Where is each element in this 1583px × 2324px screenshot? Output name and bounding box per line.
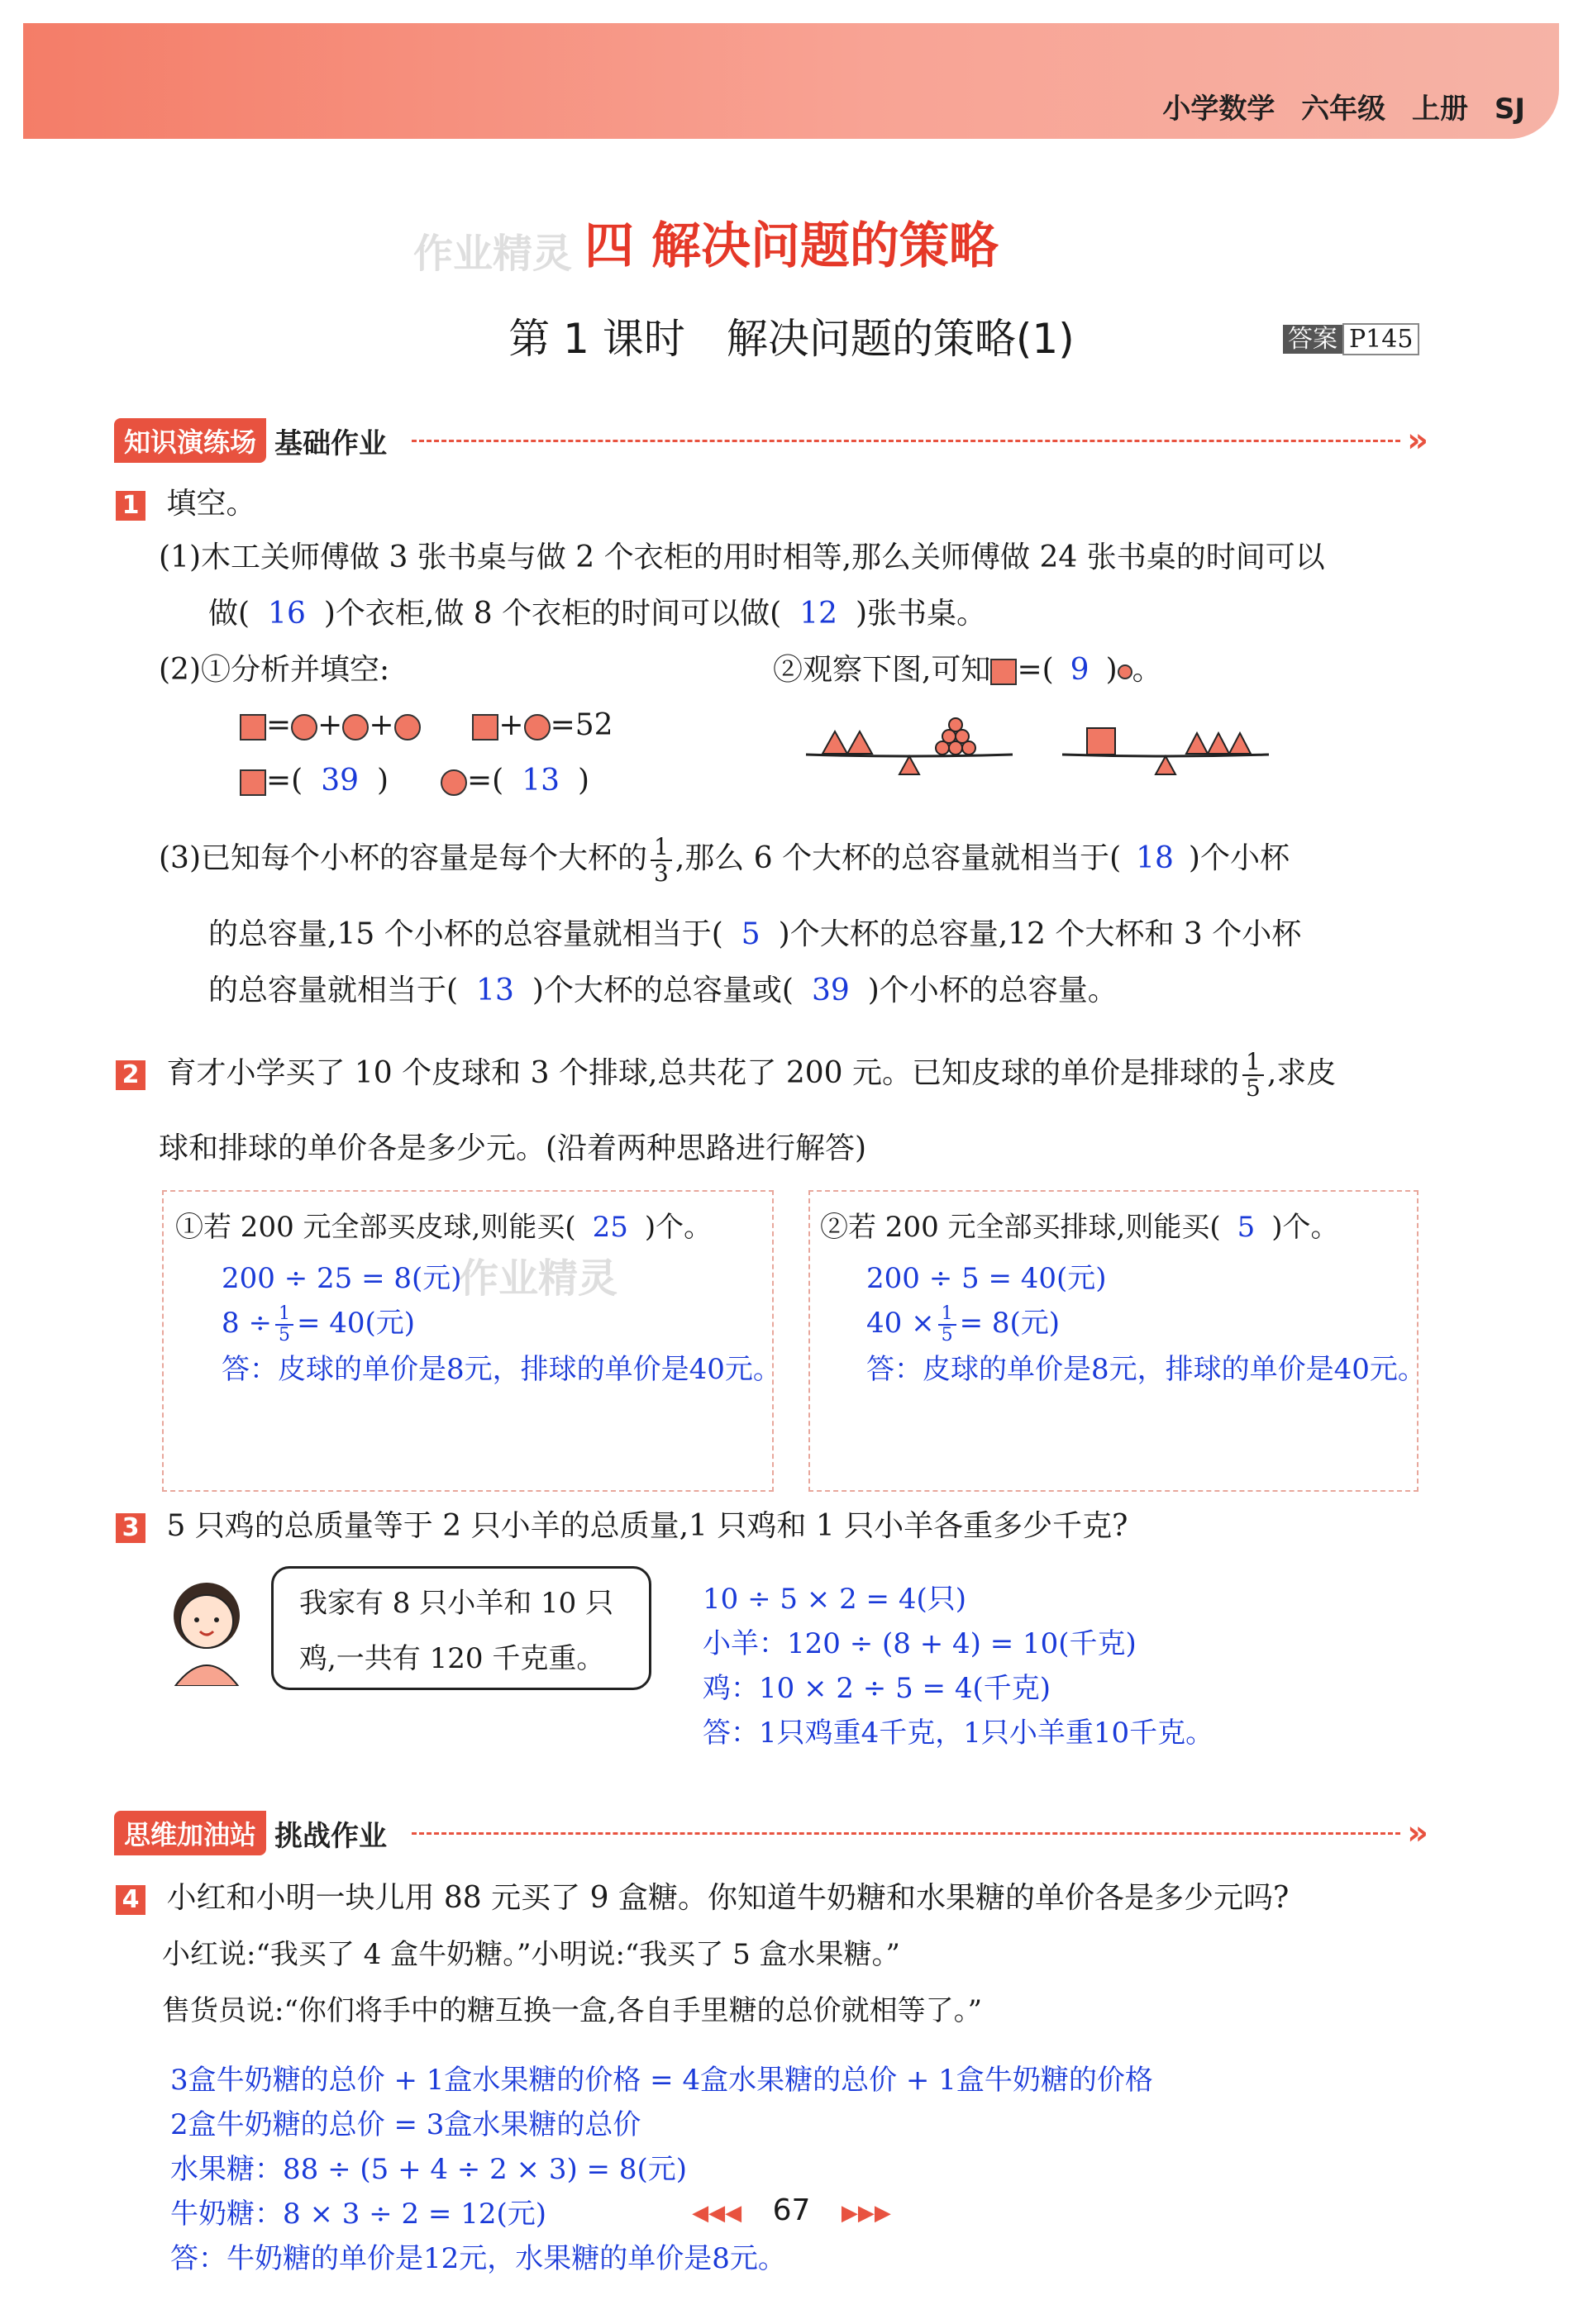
text: 8 ÷ <box>222 1307 272 1340</box>
solution-line: 2盒牛奶糖的总价 = 3盒水果糖的总价 <box>170 2108 641 2141</box>
box-left-solution-1: 200 ÷ 25 = 8(元) <box>222 1262 462 1295</box>
question-2-line1 <box>116 1050 1336 1101</box>
section-divider <box>412 440 1400 442</box>
text: ②若 200 元全部买排球,则能买( <box>820 1211 1221 1244</box>
square-symbol-icon <box>990 659 1017 685</box>
balance-scale-2 <box>1062 728 1269 774</box>
text: =( <box>266 764 303 798</box>
watermark-mid: 作业精灵 <box>459 1255 618 1302</box>
q1-part3-line1 <box>159 835 1290 886</box>
right-arrows-icon: ▶▶▶ <box>841 2201 891 2226</box>
box-right-prompt <box>820 1207 1339 1248</box>
text: + <box>369 708 394 742</box>
speech-bubble-line-2: 鸡,一共有 120 千克重。 <box>299 1642 605 1675</box>
left-arrows-icon: ◀◀◀ <box>692 2201 742 2226</box>
text: 做( <box>208 597 250 631</box>
section-badge: 思维加油站 <box>114 1811 266 1855</box>
text: =( <box>1017 653 1054 687</box>
section-divider <box>412 1832 1400 1835</box>
fraction <box>938 1304 956 1345</box>
circle-symbol-icon <box>441 769 467 796</box>
square-symbol-icon <box>472 714 498 741</box>
section-subtitle: 基础作业 <box>274 426 388 460</box>
box-right-solution-2 <box>866 1302 1060 1345</box>
balance-scale-1 <box>806 718 1013 774</box>
answer-blank: 39 <box>811 974 850 1007</box>
solution-line: 牛奶糖：8 × 3 ÷ 2 = 12(元) <box>170 2198 546 2231</box>
q3-solution <box>703 1577 1213 1755</box>
text: = 40(元) <box>296 1307 416 1340</box>
lesson-title: 第 1 课时 解决问题的策略(1) <box>508 315 1075 363</box>
q1-part2-label: (2)①分析并填空: <box>159 653 390 687</box>
q1-part2-right <box>773 650 1162 691</box>
section-header-basic <box>114 417 1428 464</box>
text: ) <box>377 764 389 798</box>
answer-blank: 13 <box>476 974 514 1007</box>
page-number: 67 <box>772 2193 811 2227</box>
answer-blank: 5 <box>1237 1211 1256 1244</box>
fraction-numerator: 1 <box>275 1304 293 1326</box>
header-volume: 上册 <box>1412 93 1469 126</box>
q1-part3-line3 <box>208 970 1118 1012</box>
answer-blank: 16 <box>268 597 306 631</box>
text: )个大杯的总容量或( <box>532 974 794 1007</box>
question-text: 填空。 <box>166 487 256 521</box>
header-grade: 六年级 <box>1301 93 1386 126</box>
speech-bubble-line-1: 我家有 8 只小羊和 10 只 <box>299 1587 614 1620</box>
solution-line: 3盒牛奶糖的总价 + 1盒水果糖的价格 = 4盒水果糖的总价 + 1盒牛奶糖的价格 <box>170 2064 1153 2097</box>
section-badge: 知识演练场 <box>114 418 266 463</box>
question-text: 5 只鸡的总质量等于 2 只小羊的总质量,1 只鸡和 1 只小羊各重多少千克? <box>166 1509 1128 1543</box>
answer-blank: 18 <box>1136 841 1174 875</box>
text: 40 × <box>866 1307 935 1340</box>
text: (3)已知每个小杯的容量是每个大杯的 <box>159 841 647 875</box>
answer-ref-label: 答案 <box>1283 325 1342 354</box>
solution-line: 水果糖：88 ÷ (5 + 4 ÷ 2 × 3) = 8(元) <box>170 2153 687 2186</box>
text: 的总容量就相当于( <box>208 974 459 1007</box>
q4-solution <box>170 2058 1153 2281</box>
text: )个大杯的总容量,12 个大杯和 3 个小杯 <box>778 917 1302 951</box>
text: = <box>266 708 292 742</box>
solution-line: 答：牛奶糖的单价是12元，水果糖的单价是8元。 <box>170 2242 786 2275</box>
girl-avatar-icon <box>157 1570 256 1686</box>
answer-blank: 39 <box>321 764 360 798</box>
section-header-challenge <box>114 1810 1428 1856</box>
text: =( <box>466 764 504 798</box>
double-chevron-icon: » <box>1407 1814 1428 1852</box>
page-number-footer <box>0 2193 1583 2227</box>
question-2-line2: 球和排球的单价各是多少元。(沿着两种思路进行解答) <box>159 1131 867 1165</box>
box-right-solution-1: 200 ÷ 5 = 40(元) <box>866 1262 1107 1295</box>
square-symbol-icon <box>240 769 266 796</box>
text: )个。 <box>1271 1211 1339 1244</box>
circle-symbol-icon <box>291 714 317 741</box>
box-right-answer: 答：皮球的单价是8元，排球的单价是40元。 <box>866 1353 1426 1386</box>
text: )个小杯 <box>1188 841 1290 875</box>
box-left-solution-2 <box>222 1302 415 1345</box>
fraction <box>651 835 672 886</box>
box-left-answer: 答：皮球的单价是8元，排球的单价是40元。 <box>222 1353 781 1386</box>
fraction-numerator: 1 <box>938 1304 956 1326</box>
answer-blank: 9 <box>1070 653 1090 687</box>
text: = 8(元) <box>959 1307 1061 1340</box>
text: 。 <box>1132 653 1162 687</box>
answer-ref-page: P145 <box>1342 323 1419 355</box>
question-1-title <box>116 483 255 525</box>
header-subject: 小学数学 <box>1162 93 1275 126</box>
question-number: 1 <box>116 491 145 521</box>
answer-blank: 12 <box>799 597 837 631</box>
text: ) <box>1105 653 1118 687</box>
circle-symbol-icon <box>394 714 421 741</box>
fraction-numerator: 1 <box>1242 1050 1264 1076</box>
solution-line: 鸡：10 × 2 ÷ 5 = 4(千克) <box>703 1672 1051 1705</box>
fraction-denominator: 5 <box>278 1325 290 1345</box>
box-left-prompt <box>175 1207 712 1248</box>
question-number: 4 <box>116 1885 145 1915</box>
header-info <box>1162 86 1525 126</box>
double-chevron-icon: » <box>1407 421 1428 460</box>
text: ,求皮 <box>1266 1056 1337 1090</box>
symbol-equation-1 <box>240 705 613 746</box>
question-text: 育才小学买了 10 个皮球和 3 个排球,总共花了 200 元。已知皮球的单价是排球的 <box>166 1056 1239 1090</box>
question-number: 3 <box>116 1513 145 1543</box>
q4-line-2: 小红说:“我买了 4 盒牛奶糖。”小明说:“我买了 5 盒水果糖。” <box>162 1938 900 1971</box>
fraction <box>1242 1050 1264 1101</box>
fraction-denominator: 5 <box>1245 1074 1261 1102</box>
section-subtitle: 挑战作业 <box>274 1819 388 1853</box>
fraction-denominator: 3 <box>654 860 669 887</box>
question-4 <box>116 1878 1289 1919</box>
text: ) <box>578 764 590 798</box>
text: 的总容量,15 个小杯的总容量就相当于( <box>208 917 723 951</box>
text: )个。 <box>644 1211 713 1244</box>
text: )张书桌。 <box>856 597 987 631</box>
text: ②观察下图,可知 <box>773 653 991 687</box>
balance-scale-diagram <box>802 707 1281 789</box>
fraction-numerator: 1 <box>651 835 672 861</box>
answer-blank: 25 <box>592 1211 628 1244</box>
text: + <box>498 708 524 742</box>
text: ,那么 6 个大杯的总容量就相当于( <box>675 841 1122 875</box>
text: + <box>317 708 343 742</box>
question-number: 2 <box>116 1060 145 1090</box>
text: =52 <box>550 708 613 742</box>
circle-symbol-icon <box>342 714 369 741</box>
fraction-denominator: 5 <box>941 1325 953 1345</box>
watermark-top: 作业精灵 <box>413 231 573 277</box>
q1-part3-line2 <box>208 914 1301 955</box>
circle-symbol-icon <box>1118 664 1132 679</box>
solution-line: 小羊：120 ÷ (8 + 4) = 10(千克) <box>703 1627 1137 1660</box>
solution-line: 答：1只鸡重4千克，1只小羊重10千克。 <box>703 1717 1214 1750</box>
q4-line-3: 售货员说:“你们将手中的糖互换一盒,各自手里糖的总价就相等了。” <box>162 1994 983 2027</box>
q1-part1-line1: (1)木工关师傅做 3 张书桌与做 2 个衣柜的用时相等,那么关师傅做 24 张书桌的时间可以 <box>159 541 1325 574</box>
question-text: 小红和小明一块儿用 88 元买了 9 盒糖。你知道牛奶糖和水果糖的单价各是多少元吗? <box>166 1881 1290 1915</box>
square-symbol-icon <box>240 714 266 741</box>
header-edition: SJ <box>1494 93 1525 126</box>
chapter-title: 四 解决问题的策略 <box>584 217 999 275</box>
answer-blank: 13 <box>522 764 560 798</box>
symbol-fill-answers <box>240 760 589 802</box>
text: )个小杯的总容量。 <box>867 974 1118 1007</box>
text: )个衣柜,做 8 个衣柜的时间可以做( <box>323 597 782 631</box>
answer-reference[interactable] <box>1283 318 1419 355</box>
answer-blank: 5 <box>741 917 761 951</box>
text: ①若 200 元全部买皮球,则能买( <box>175 1211 576 1244</box>
solution-line: 10 ÷ 5 × 2 = 4(只) <box>703 1583 966 1616</box>
circle-symbol-icon <box>524 714 551 741</box>
fraction <box>275 1304 293 1345</box>
q1-part1-line2 <box>208 593 986 635</box>
question-3 <box>116 1506 1128 1547</box>
